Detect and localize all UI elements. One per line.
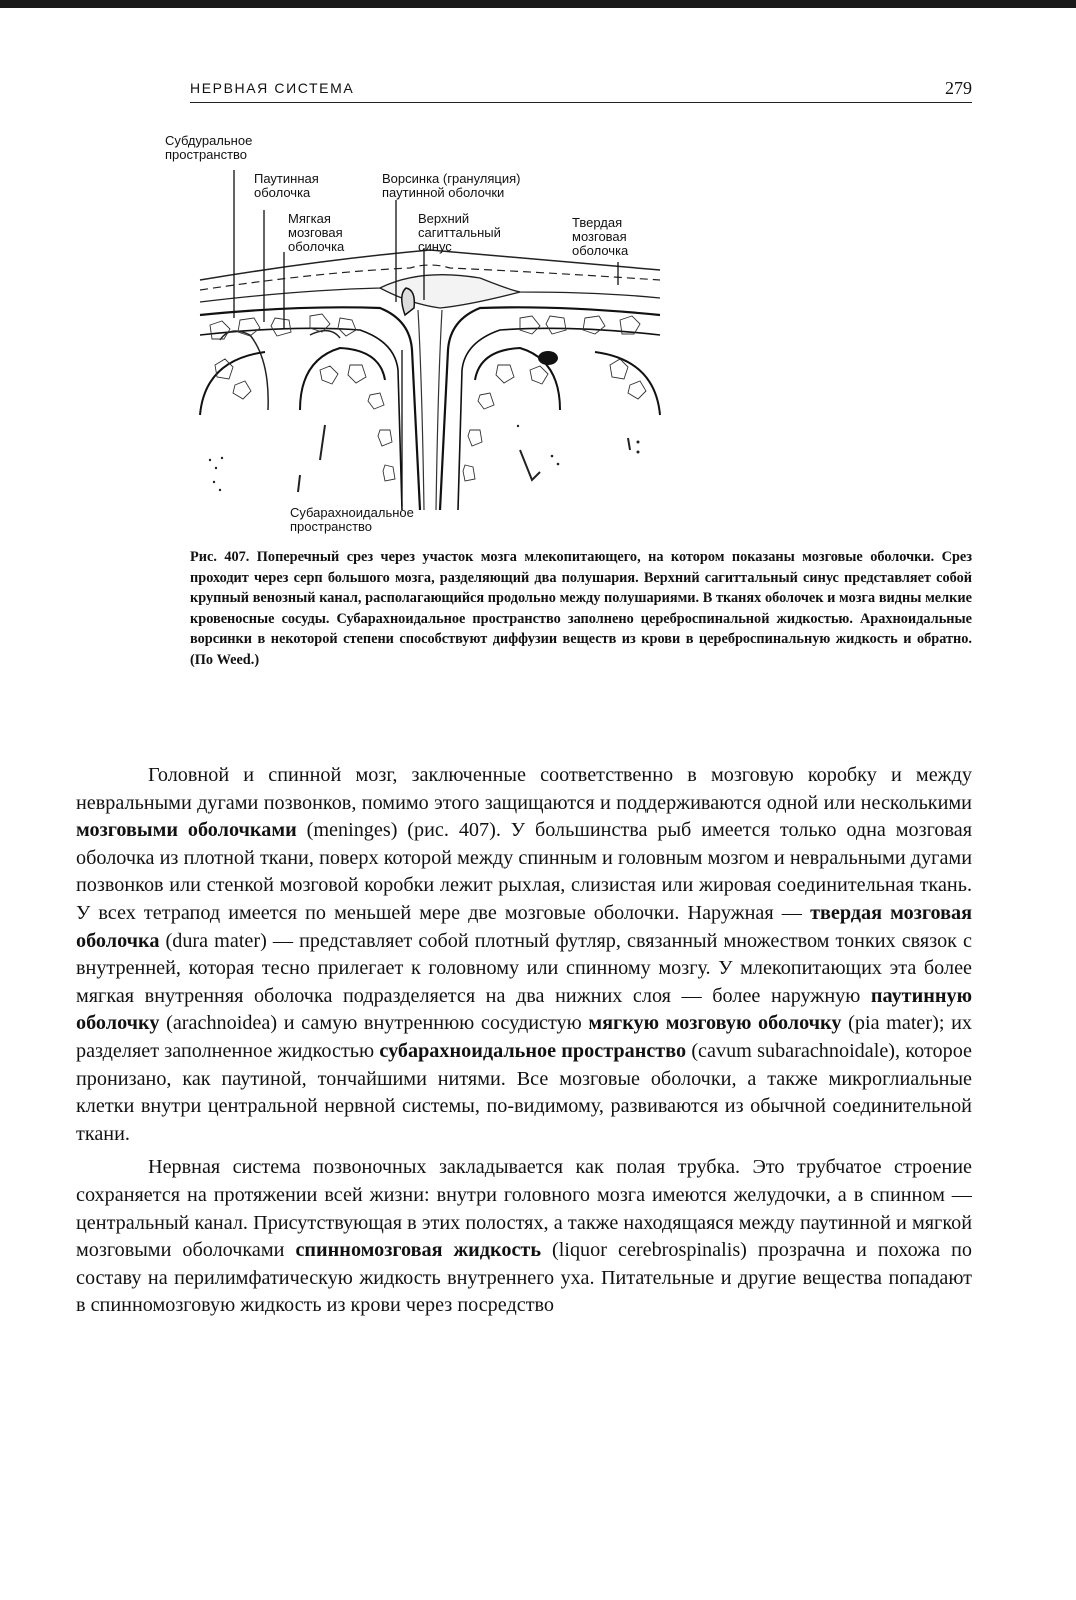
label-arachnoid-villus: Ворсинка (грануляция) паутинной оболочки <box>382 171 521 200</box>
running-title: НЕРВНАЯ СИСТЕМА <box>190 80 355 96</box>
term-dura-mater: твердая мозговая оболочка <box>76 901 972 952</box>
term-subarachnoid-space: субарахноидальное пространство <box>379 1039 687 1062</box>
body-text <box>76 762 972 1320</box>
label-dura-mater: Твердая мозговая оболочка <box>572 215 629 258</box>
p1-text-e: (arachnoidea) и самую внутреннюю сосудистую <box>159 1012 589 1035</box>
paragraph-1 <box>76 762 972 1148</box>
p1-text-c: (meninges) (рис. 407). У большинства рыб имеется только одна мозговая оболочка из плотной ткани, поверх которой между спинным и головным мозгом и невральными дугами позвонков или стенкой мозговой коробки лежит рыхлая, слизистая или жировая соединительная ткань. У всех тетрапод имеется по меньшей мере две мозговые оболочки. Наружная — <box>76 819 972 924</box>
term-cerebrospinal-fluid: спинномозговая жидкость <box>295 1239 542 1262</box>
term-pia-mater: мягкую мозговую оболочку <box>588 1012 842 1035</box>
term-meninges: мозговыми оболочками <box>76 819 297 842</box>
label-pia-mater: Мягкая мозговая оболочка <box>288 211 345 254</box>
figure-meninges <box>165 120 680 560</box>
top-border <box>0 0 1076 8</box>
p2-text-c: (liquor cerebrospinalis) прозрачна и похожа по составу на перилимфатическую жидкость внутреннего уха. Питательные и другие вещества попадают в спинномозговую жидкость из крови через посредство <box>76 1239 972 1317</box>
term-arachnoid: паутинную оболочку <box>76 984 972 1035</box>
page-number: 279 <box>945 78 972 98</box>
p1-text-f: (pia mater); их разделяет заполненное жидкостью <box>76 1012 972 1062</box>
figure-number: Рис. 407. <box>190 549 250 565</box>
label-sagittal-sinus: Верхний сагиттальный синус <box>418 211 501 254</box>
figure-caption <box>190 547 972 670</box>
label-arachnoid: Паутинная оболочка <box>254 171 319 200</box>
caption-text: Поперечный срез через участок мозга млекопитающего, на котором показаны мозговые оболочки. Срез проходит через серп большого мозга, разделяющий два полушария. Верхний сагиттальный синус представляет собой крупный венозный канал, располагающийся продольно между полушариями. В тканях оболочек и мозга видны мелкие кровеносные сосуды. Субарахноидальное пространство заполнено цереброспинальной жидкостью. Арахноидальные ворсинки в некоторой степени способствуют диффузии веществ из крови в цереброспинальную жидкость и обратно. (По Weed.) <box>190 549 972 668</box>
p1-text-d: (dura mater) — представляет собой плотный футляр, связанный множеством тонких связок с внутренней, которая тесно прилегает к головному или спинному мозгу. У млекопитающих эта более мягкая внутренняя оболочка подразделяется на два нижних слоя — более наружную <box>76 929 972 1007</box>
p1-text-a: Головной и спинной мозг, заключенные соответственно в мозговую коробку и между невральными дугами позвонков, помимо этого защищаются и поддерживаются одной или несколькими <box>76 764 972 814</box>
p1-text-g: (cavum subarachnoidale), которое пронизано, как паутиной, тончайшими нитями. Все мозговые оболочки, а также микроглиальные клетки внутри центральной нервной системы, по-видимому, развиваются из обычной соединительной ткани. <box>76 1039 972 1145</box>
p2-text-a: Нервная система позвоночных закладывается как полая трубка. Это трубчатое строение сохраняется на протяжении всей жизни: внутри головного мозга имеются желудочки, а в спинном — центральный канал. Присутствующая в этих полостях, а также находящаяся между паутинной и мягкой мозговыми оболочками <box>76 1156 972 1262</box>
paragraph-2 <box>76 1154 972 1320</box>
label-subdural-space: Субдуральное пространство <box>165 133 253 162</box>
running-header <box>190 78 972 103</box>
label-subarachnoid-space: Субарахноидальное пространство <box>290 505 414 534</box>
